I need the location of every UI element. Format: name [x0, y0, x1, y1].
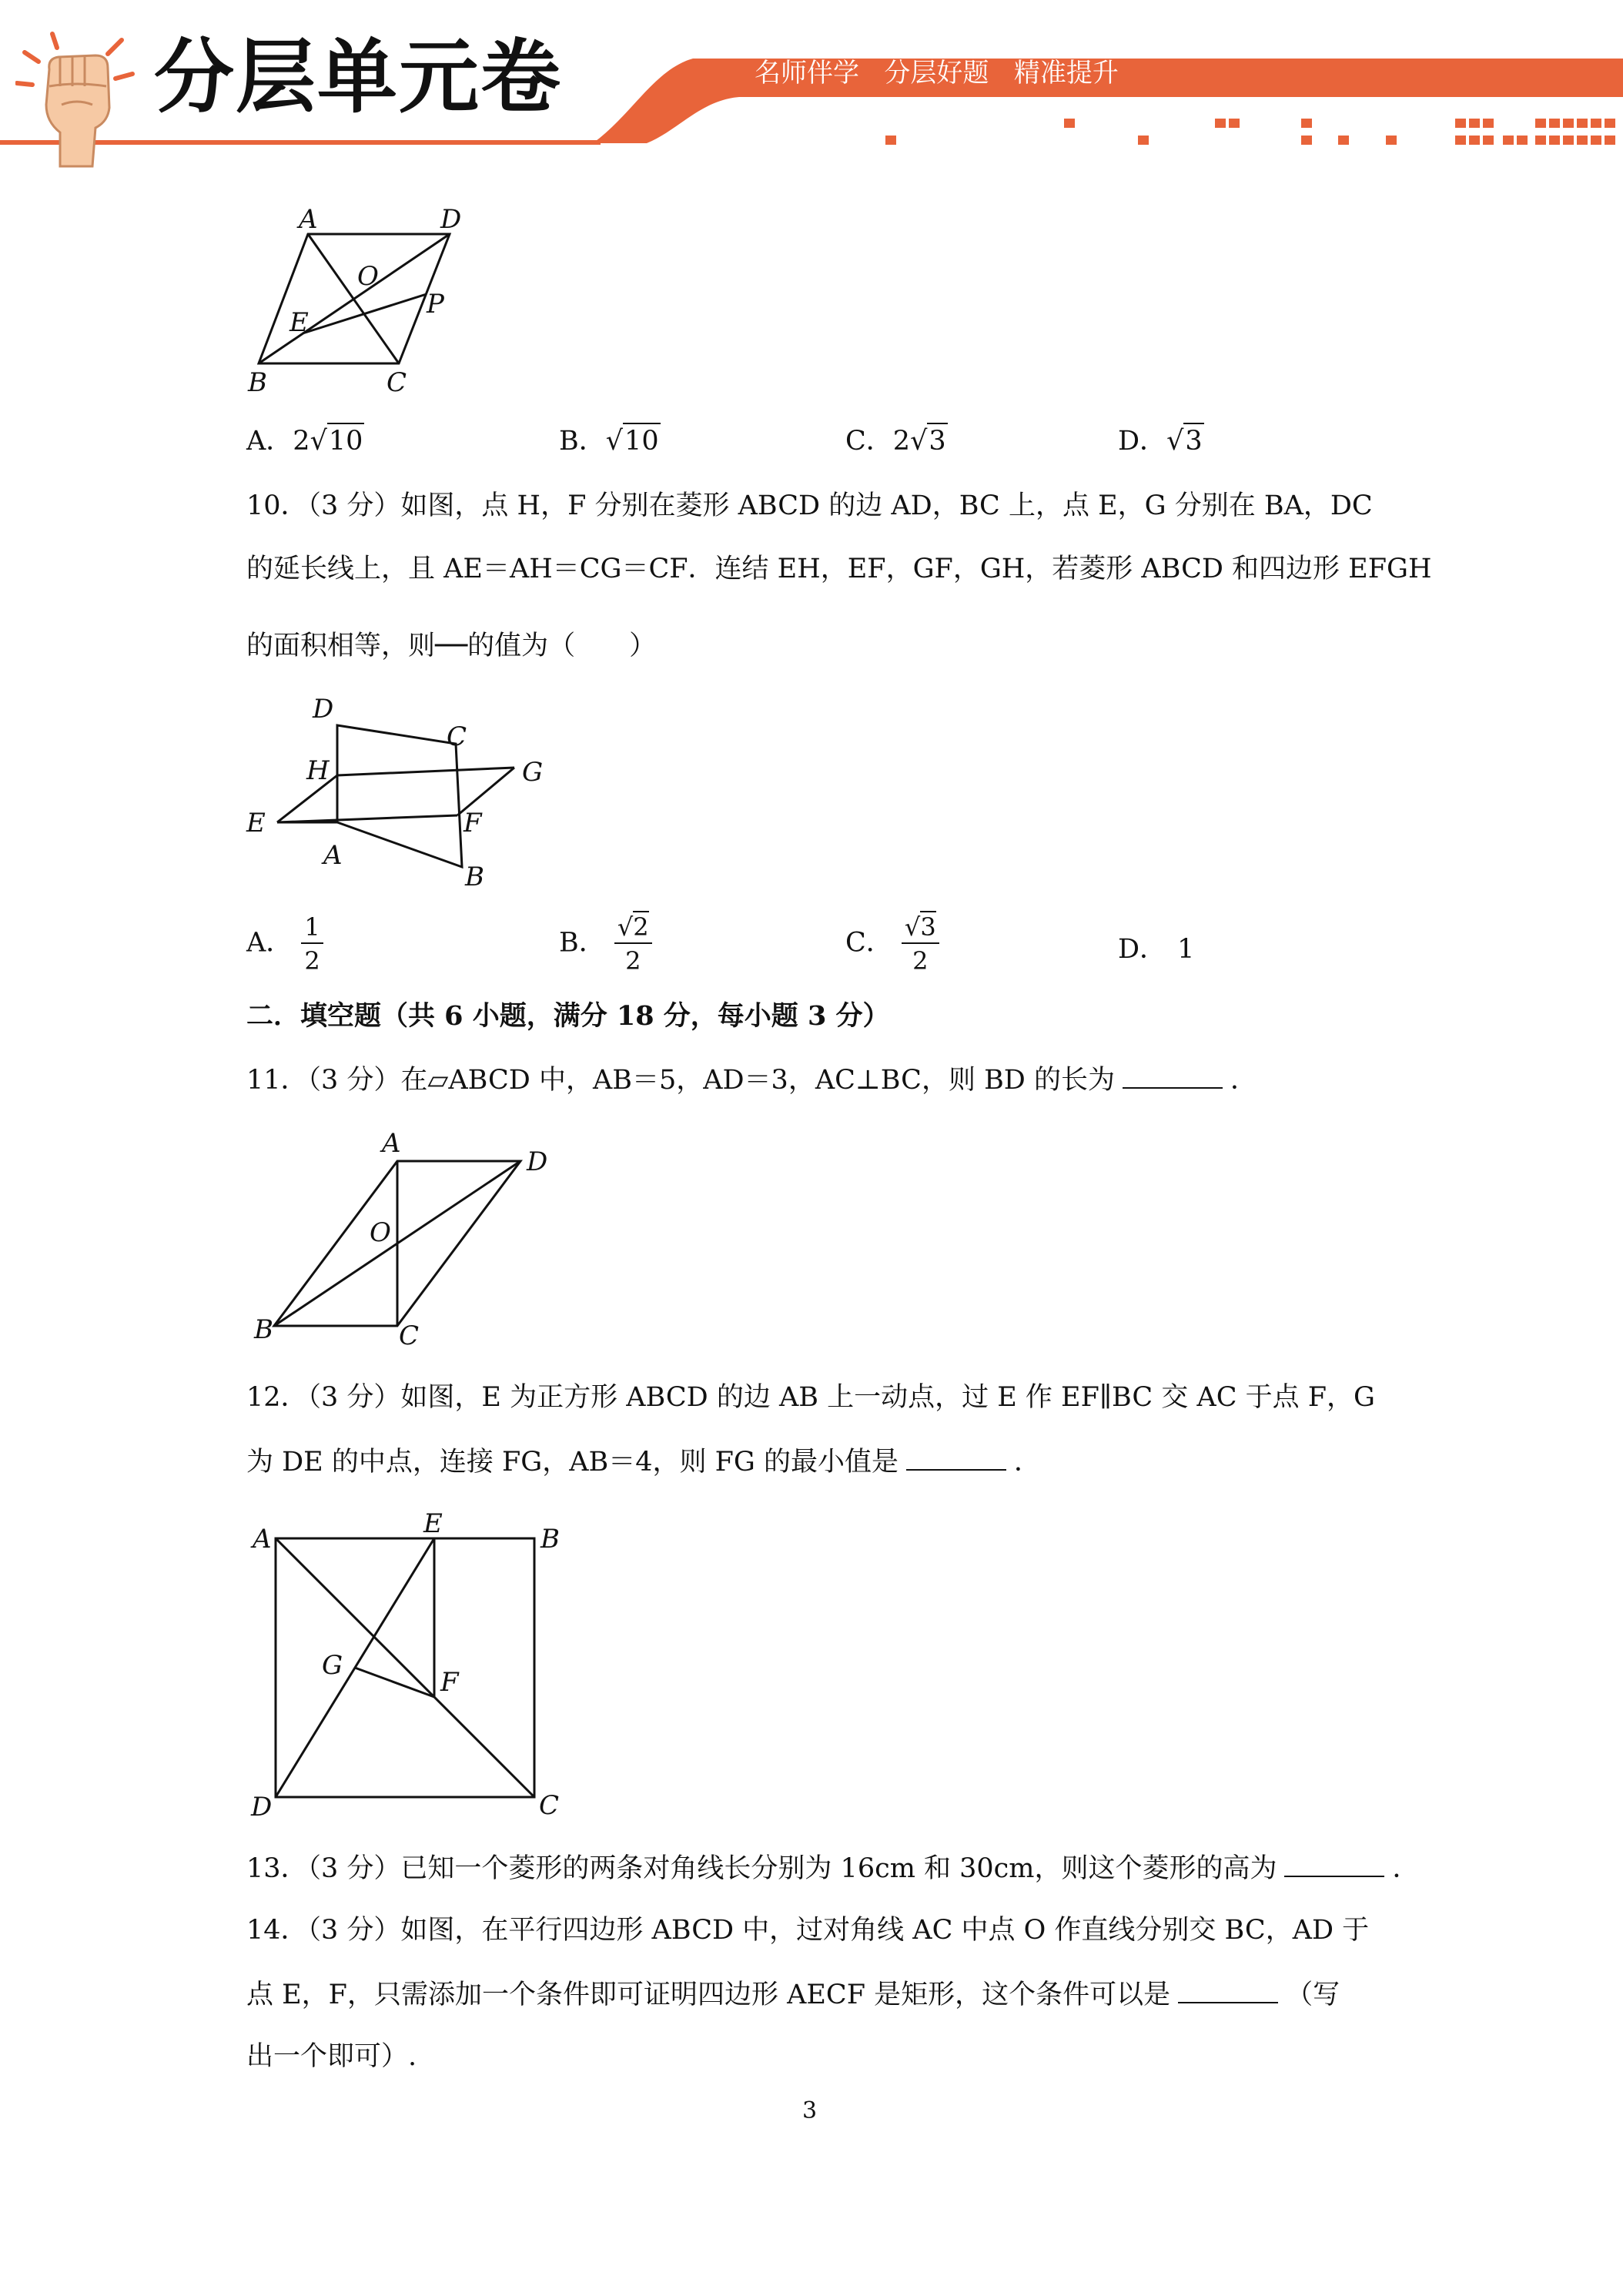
fig10-label-A: A	[323, 840, 343, 871]
q9-option-c[interactable]: C．2√3	[845, 428, 948, 455]
q12-line-2: 为 DE 的中点，连接 FG，AB＝4，则 FG 的最小值是 ．	[246, 1447, 1042, 1478]
option-label: A．	[246, 927, 293, 959]
fig10-label-D: D	[313, 694, 334, 725]
fig12-label-G: G	[322, 1650, 343, 1681]
fraction: $\frac{1}{2}$	[301, 915, 323, 973]
fig11-label-C: C	[399, 1320, 420, 1351]
fraction: $\frac{√2}{2}$	[614, 915, 652, 973]
fig9-label-E: E	[289, 307, 309, 338]
q14-line-3: 出一个即可）.	[246, 2041, 417, 2072]
q13-text: 13．（3 分）已知一个菱形的两条对角线长分别为 16cm 和 30cm，则这个菱形的高为 ．	[246, 1853, 1420, 1884]
fig9-label-P: P	[427, 289, 444, 320]
fig9-label-A: A	[299, 208, 318, 235]
option-label: B．	[559, 426, 606, 457]
fig10-label-E: E	[246, 808, 266, 838]
answer-blank[interactable]	[906, 1448, 1006, 1471]
fig11-label-O: O	[370, 1217, 391, 1248]
q14-line-1: 14．（3 分）如图，在平行四边形 ABCD 中，过对角线 AC 中点 O 作直线分别交 BC，AD 于	[246, 1915, 1370, 1946]
fraction: $\frac{√3}{2}$	[902, 915, 939, 973]
q10-option-b[interactable]	[559, 912, 652, 976]
fig12-label-D: D	[251, 1792, 273, 1822]
q14-line-2: 点 E，F，只需添加一个条件即可证明四边形 AECF 是矩形，这个条件可以是 （写	[246, 1980, 1340, 2010]
q9-option-a[interactable]: A．2√10	[246, 428, 364, 455]
answer-blank[interactable]	[1178, 1980, 1278, 2003]
q10-line-3: 的面积相等，则──的值为（ ）	[246, 631, 657, 661]
section-heading: 二．填空题（共 6 小题，满分 18 分，每小题 3 分）	[246, 1000, 890, 1032]
q10-line-1: 10．（3 分）如图，点 H，F 分别在菱形 ABCD 的边 AD，BC 上，点 E，G 分别在 BA，DC	[246, 490, 1373, 521]
q11-text: 11．（3 分）在▱ABCD 中，AB＝5，AD＝3，AC⊥BC，则 BD 的长为 ．	[246, 1065, 1257, 1096]
figure-q10	[239, 693, 562, 901]
fig10-label-G: G	[522, 757, 544, 788]
option-label: D．	[1118, 934, 1167, 965]
figure-q12	[246, 1509, 570, 1825]
option-label: C．	[845, 927, 893, 959]
fig12-label-C: C	[539, 1790, 560, 1821]
q12-line-1: 12．（3 分）如图，E 为正方形 ABCD 的边 AB 上一动点，过 E 作 EF∥BC 交 AC 于点 F，G	[246, 1382, 1375, 1413]
page-number: 3	[802, 2097, 818, 2124]
answer-blank[interactable]	[1284, 1854, 1384, 1877]
fig12-label-B: B	[540, 1524, 560, 1555]
raised-fist-icon	[15, 31, 139, 169]
q10-line-2: 的延长线上，且 AE＝AH＝CG＝CF．连结 EH，EF，GF，GH，若菱形 ABCD 和四边形 EFGH	[246, 554, 1432, 584]
fig9-label-O: O	[357, 261, 379, 292]
q9-option-d[interactable]: D．√3	[1118, 428, 1204, 455]
option-label: C．	[845, 426, 893, 457]
fig10-label-F: F	[463, 808, 482, 838]
fig11-label-D: D	[527, 1146, 548, 1177]
fig9-label-B: B	[248, 367, 267, 398]
fig10-label-C: C	[447, 721, 467, 752]
fig11-label-B: B	[254, 1314, 273, 1345]
fig9-label-C: C	[387, 367, 407, 398]
figure-q11	[246, 1124, 570, 1355]
fig11-label-A: A	[382, 1128, 401, 1159]
fig9-label-D: D	[440, 208, 462, 235]
fig10-label-H: H	[306, 755, 330, 786]
option-label: D．	[1118, 426, 1167, 457]
fig12-label-A: A	[253, 1524, 272, 1555]
q10-option-d[interactable]: D． 1	[1118, 934, 1195, 965]
answer-blank[interactable]	[1123, 1066, 1223, 1089]
fig12-label-F: F	[440, 1667, 459, 1698]
figure-q9	[239, 208, 470, 400]
header-title: 分层单元卷	[154, 30, 563, 124]
q10-option-a[interactable]	[246, 912, 323, 976]
q10-option-c[interactable]	[845, 912, 939, 976]
option-label: B．	[559, 927, 606, 959]
header-slogan: 名师伴学 分层好题 精准提升	[755, 58, 1119, 89]
q9-option-b[interactable]: B．√10	[559, 428, 661, 455]
fig10-label-B: B	[465, 862, 484, 892]
fig12-label-E: E	[423, 1509, 443, 1539]
option-label: A．	[246, 426, 293, 457]
